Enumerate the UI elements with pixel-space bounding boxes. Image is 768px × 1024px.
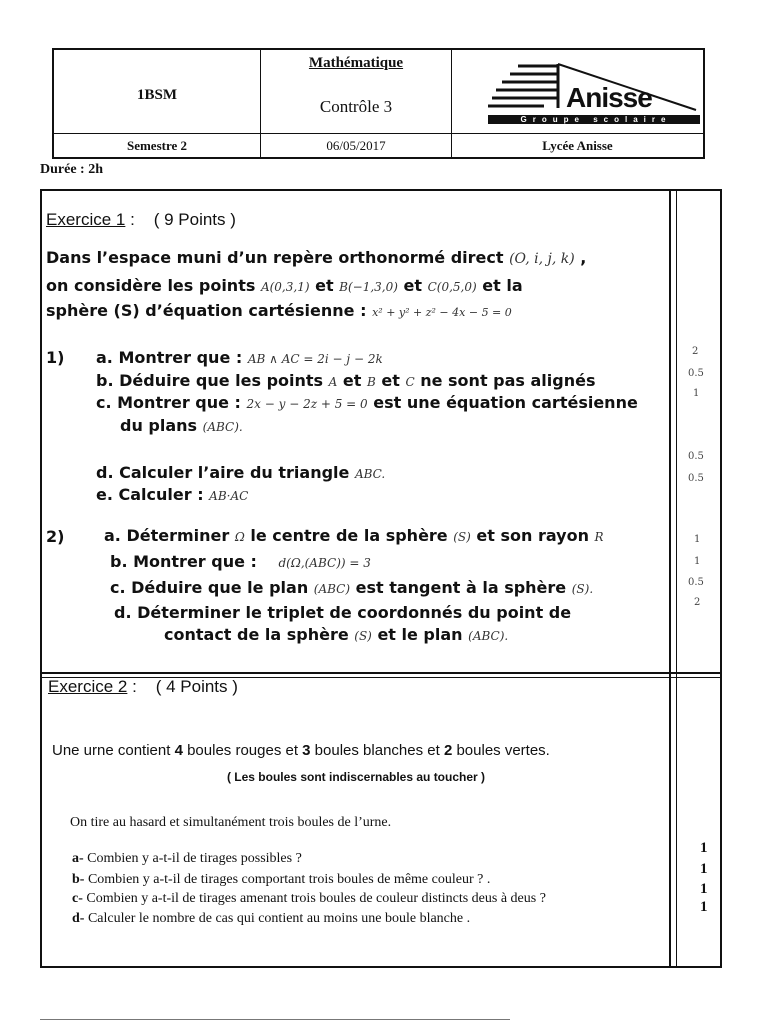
test-name: Contrôle 3 xyxy=(319,97,393,116)
intro-text-2a: on considère les points xyxy=(46,276,256,295)
q1-c-text-3: du plans xyxy=(120,416,198,435)
q1-e xyxy=(96,485,248,504)
q1-b xyxy=(96,371,595,390)
q2-c-text-2: est tangent à la sphère xyxy=(355,578,567,597)
q1-c-math: 2x − y − 2z + 5 = 0 xyxy=(246,397,368,411)
q1-b-and-1: et xyxy=(342,371,362,390)
draw-statement: On tire au hasard et simultanément trois boules de l’urne. xyxy=(70,815,392,830)
intro-text-3: sphère (S) d’équation cartésienne : xyxy=(46,301,367,320)
duration: Durée : 2h xyxy=(40,162,103,177)
q1-c xyxy=(96,393,638,412)
intro-text-2b: et la xyxy=(482,276,523,295)
q1-number: 1) xyxy=(46,348,65,367)
urn-text-3: boules blanches et xyxy=(310,742,444,759)
point-b: B(−1,3,0) xyxy=(339,280,398,294)
green-count: 2 xyxy=(443,742,453,759)
q1-c-cont xyxy=(120,416,243,435)
school-logo xyxy=(488,60,702,132)
q1-e-text: e. Calculer : xyxy=(96,485,204,504)
q2-d-plane: (ABC). xyxy=(468,629,509,643)
q1-b-and-2: et xyxy=(381,371,400,390)
q2-c-plane: (ABC) xyxy=(313,582,351,596)
q1-d xyxy=(96,463,385,482)
mark-q2b: 1 xyxy=(694,556,701,567)
mark-q1a: 2 xyxy=(692,346,699,357)
exercise-1-title: Exercice 1 xyxy=(46,210,126,229)
point-a: A(0,3,1) xyxy=(260,280,310,294)
question-c-label: c- xyxy=(72,891,83,906)
exam-date: 06/05/2017 xyxy=(326,138,386,153)
mark-q2a: 1 xyxy=(694,534,701,545)
mark-q2c: 0.5 xyxy=(688,577,704,588)
q2-b xyxy=(110,552,371,571)
q1-a-text: a. Montrer que : xyxy=(96,348,243,367)
mark-ex2-a: 1 xyxy=(700,840,708,856)
exercise-2-title: Exercice 2 xyxy=(48,677,128,696)
sphere-equation: x² + y² + z² − 4x − 5 = 0 xyxy=(372,306,512,319)
q1-b-point-a: A xyxy=(328,375,338,389)
q1-c-text-2: est une équation cartésienne xyxy=(373,393,638,412)
q2-number: 2) xyxy=(46,527,65,546)
q1-d-text: d. Calculer l’aire du triangle xyxy=(96,463,350,482)
question-c-text: Combien y a-t-il de tirages amenant trois boules de couleur distincts deus à deus ? xyxy=(82,891,546,906)
and-1: et xyxy=(315,276,334,295)
question-d-text: Calculer le nombre de cas qui contient au moins une boule blanche . xyxy=(84,911,471,926)
q2-d-text-2: contact de la sphère xyxy=(164,625,349,644)
question-d-label: d- xyxy=(72,911,85,926)
logo-name: Anisse xyxy=(566,82,652,113)
exercise-1-heading: Exercice 1 : ( 9 Points ) xyxy=(46,210,236,229)
q1-b-point-c: C xyxy=(405,375,415,389)
intro-line-2 xyxy=(46,276,523,295)
semester: Semestre 2 xyxy=(126,138,188,153)
mark-q1d: 0.5 xyxy=(688,451,704,462)
urn-description xyxy=(52,742,550,759)
q1-b-text-1: b. Déduire que les points xyxy=(96,371,324,390)
white-count: 3 xyxy=(302,742,311,759)
intro-line-1: Dans l’espace muni d’un repère orthonormé direct (O, i, j, k) , xyxy=(46,248,587,267)
question-d xyxy=(72,911,470,927)
mark-q2d: 2 xyxy=(694,597,701,608)
question-c xyxy=(72,891,546,907)
red-count: 4 xyxy=(174,742,183,759)
q1-c-text-1: c. Montrer que : xyxy=(96,393,241,412)
q2-a-omega: Ω xyxy=(234,530,245,544)
indistinguishable-note: ( Les boules sont indiscernables au toucher ) xyxy=(226,770,486,784)
q1-c-math-2: (ABC). xyxy=(202,420,243,434)
mark-q1e: 0.5 xyxy=(688,473,704,484)
q1-a-math: AB ∧ AC = 2i − j − 2k xyxy=(247,352,383,366)
question-a-text: Combien y a-t-il de tirages possibles ? xyxy=(83,851,302,866)
class-name: 1BSM xyxy=(136,86,177,103)
q1-b-point-b: B xyxy=(366,375,376,389)
q2-a-text-1: a. Déterminer xyxy=(104,526,230,545)
q2-d-cont xyxy=(164,625,508,644)
question-a xyxy=(72,851,302,867)
subject-title: Mathématique xyxy=(308,54,404,71)
point-c: C(0,5,0) xyxy=(427,280,477,294)
q1-a xyxy=(96,348,383,367)
q2-c-sphere: (S). xyxy=(571,582,594,596)
q2-a-sphere: (S) xyxy=(453,530,471,544)
intro-line-3 xyxy=(46,301,512,320)
q2-d-sphere: (S) xyxy=(354,629,372,643)
q2-c xyxy=(110,578,593,597)
urn-text-1: Une urne contient xyxy=(52,742,175,759)
urn-text-2: boules rouges et xyxy=(182,742,303,759)
q1-d-math: ABC. xyxy=(354,467,386,481)
q1-e-math: AB·AC xyxy=(209,489,249,503)
question-b-text: Combien y a-t-il de tirages comportant trois boules de même couleur ? . xyxy=(84,872,491,887)
q2-b-math: d(Ω,(ABC)) = 3 xyxy=(278,556,371,570)
q2-d-text-3: et le plan xyxy=(377,625,463,644)
mark-ex2-d: 1 xyxy=(700,899,708,915)
bottom-rule xyxy=(40,1019,510,1020)
frame-notation: (O, i, j, k) xyxy=(509,251,575,267)
exercise-1-points: ( 9 Points ) xyxy=(153,210,236,229)
question-b-label: b- xyxy=(72,872,85,887)
q2-a xyxy=(104,526,604,545)
question-a-label: a- xyxy=(72,851,84,866)
exercise-2-points: ( 4 Points ) xyxy=(155,677,238,696)
q2-a-text-2: le centre de la sphère xyxy=(250,526,448,545)
mark-q1c: 1 xyxy=(693,388,700,399)
question-b xyxy=(72,872,490,888)
q1-b-text-2: ne sont pas alignés xyxy=(420,371,596,390)
q2-c-text-1: c. Déduire que le plan xyxy=(110,578,309,597)
mark-ex2-b: 1 xyxy=(700,861,708,877)
intro-text-1: Dans l’espace muni d’un repère orthonormé direct xyxy=(46,248,504,267)
exercise-2-heading: Exercice 2 : ( 4 Points ) xyxy=(48,677,238,696)
q2-d: d. Déterminer le triplet de coordonnés du point de xyxy=(114,603,572,622)
mark-q1b: 0.5 xyxy=(688,368,704,379)
mark-ex2-c: 1 xyxy=(700,881,708,897)
urn-text-4: boules vertes. xyxy=(452,742,550,759)
and-2: et xyxy=(403,276,423,295)
q2-b-text: b. Montrer que : xyxy=(110,552,257,571)
school-name: Lycée Anisse xyxy=(542,138,613,153)
q2-a-radius: R xyxy=(594,530,604,544)
q2-a-text-3: et son rayon xyxy=(476,526,589,545)
logo-tagline: Groupe scolaire xyxy=(520,115,672,124)
